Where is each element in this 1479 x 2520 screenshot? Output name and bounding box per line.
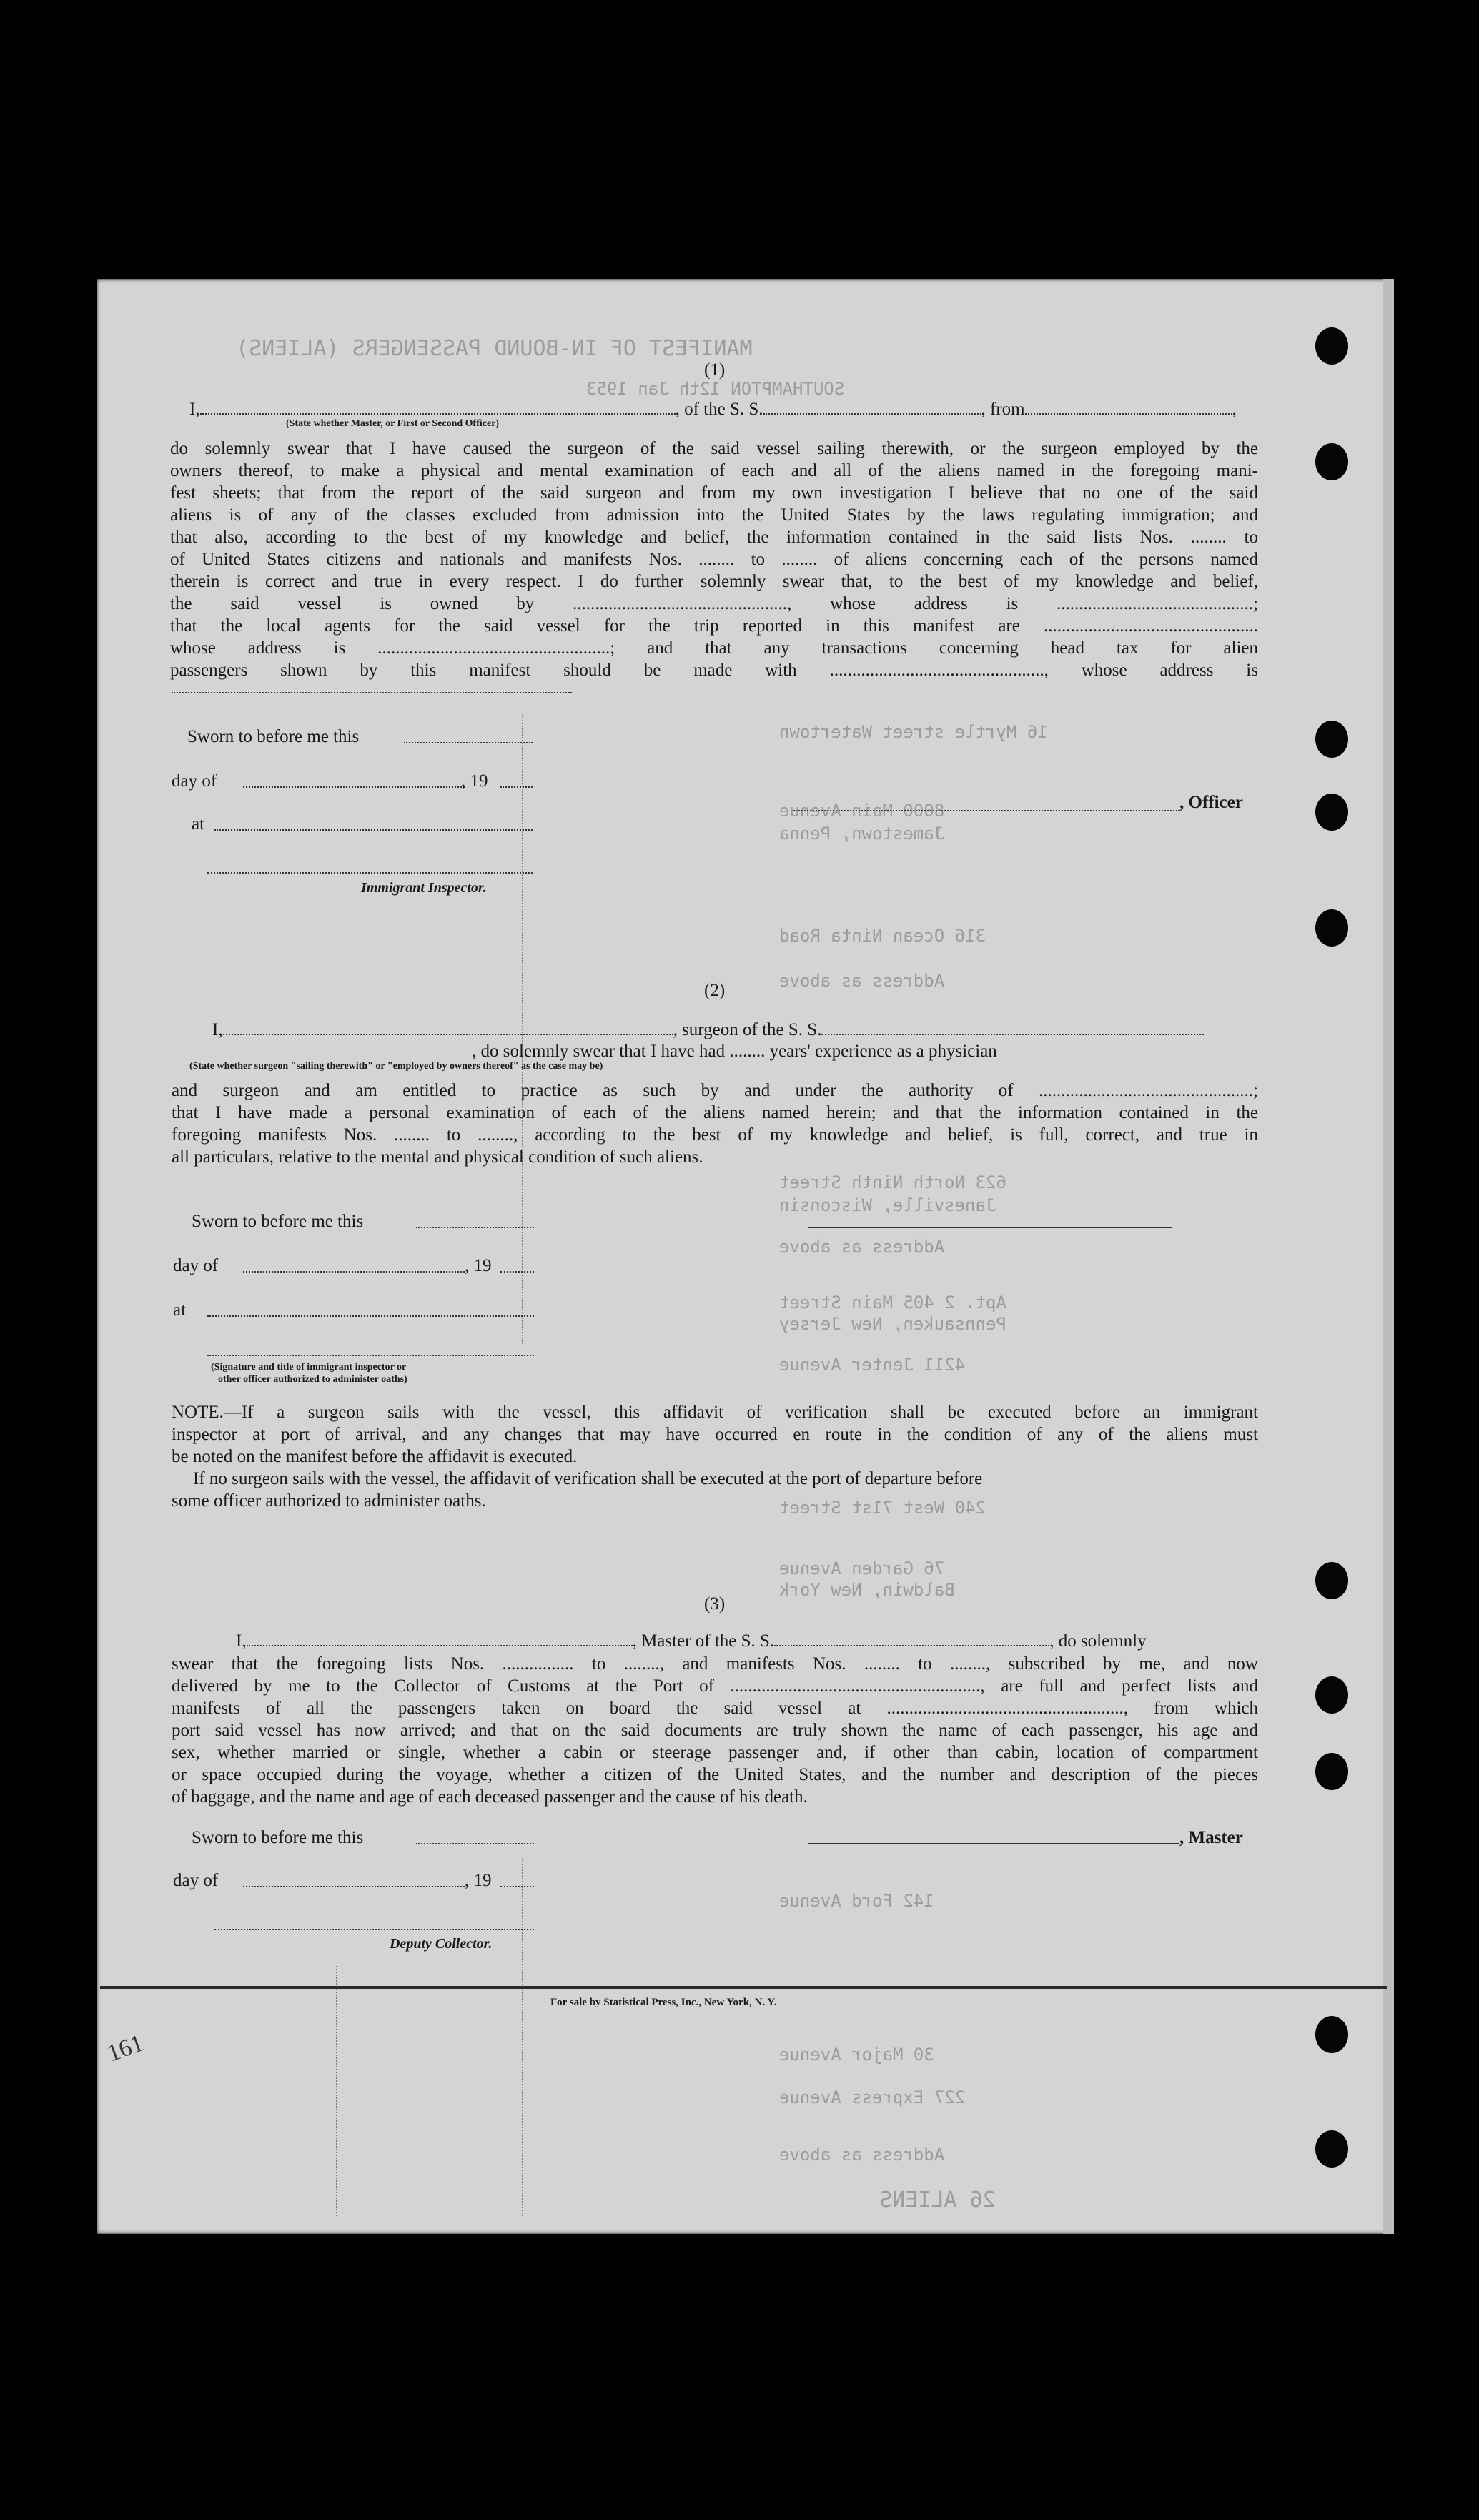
sworn-label: Sworn to before me this [187, 727, 360, 746]
section-number: (1) [704, 360, 726, 380]
margin-note: 161 [104, 2030, 147, 2067]
note-line: be noted on the manifest before the affidavit is executed. [172, 1447, 578, 1466]
bleed-through-text: Apt. 2 405 Main Street [779, 1293, 1006, 1313]
punch-hole [1315, 794, 1348, 831]
oath-line-master: I, , Master of the S. S. , do solemnly [236, 1631, 1147, 1651]
bleed-through-text: SOUTHAMPTON 12th Jan 1953 [586, 379, 845, 399]
oath-line-experience: , do solemnly swear that I have had ........ years' experience as a physician [472, 1042, 997, 1061]
oath-paragraph-2-end: all particulars, relative to the mental and physical condition of such aliens. [172, 1147, 703, 1167]
bleed-through-text: 76 Garden Avenue [779, 1558, 945, 1578]
at-label: at [192, 814, 205, 834]
oath-line-surgeon: I, , surgeon of the S. S. [212, 1019, 1204, 1042]
punch-hole [1315, 327, 1348, 365]
signature-note: other officer authorized to administer oaths) [218, 1374, 407, 1385]
bleed-through-text: 623 North Ninth Street [779, 1172, 1006, 1192]
bleed-through-text: Pennsauken, New Jersey [779, 1314, 1006, 1334]
punch-hole [1315, 1562, 1348, 1599]
bleed-through-text: Janesville, Wisconsin [779, 1195, 996, 1215]
fold-line [100, 1986, 1387, 1989]
master-signature-line [808, 1843, 1179, 1844]
bleed-through-text: 16 Myrtle street Watertown [779, 722, 1048, 742]
oath-paragraph-1: do solemnly swear that I have caused the surgeon of the said vessel sailing therewith, or the surgeon employed by the owners thereof, to make a physical and mental examination of each and all of the aliens named in the foregoing mani- fest sheets; that from the report of the said surgeon and from my own investigation I believe that no one of the said aliens is of any of the classes excluded from admission into the United States by the laws regulating immigration; and that also, according to the best of my knowledge and belief, the information contained in the said lists Nos. ........ to of United States citizens and nationals and manifests Nos. ........ to ........ of aliens concerning each of the persons named therein is correct and true in every respect. I do further solemnly swear that, to the best of my knowledge and belief, the said vessel is owned by ................................................, whose address is ............................................; that the local agents for the said vessel for the trip reported in this manifest are ................................................ whose address is ....................................................; and that any transactions concerning head tax for alien passengers shown by this manifest should be made with ................................................, whose address is [170, 439, 1258, 680]
address-line [172, 692, 572, 693]
bleed-through-text: 8000 Main Avenue [779, 801, 945, 821]
bleed-through-text: 4211 Jenter Avenue [779, 1355, 966, 1375]
bleed-through-text: Address as above [779, 2145, 945, 2165]
day-of-label: day of [173, 1256, 219, 1275]
day-of-label: day of [172, 771, 217, 791]
year-line [500, 786, 533, 788]
oath-line-officer: I, , of the S. S. , from , [189, 400, 1237, 419]
sworn-line [416, 1843, 534, 1844]
note-line: some officer authorized to administer oaths. [172, 1491, 486, 1511]
bleed-through-text: 316 Ocean Ninta Road [779, 926, 986, 946]
page-edge [1383, 279, 1394, 2234]
signature-line [207, 872, 533, 874]
surgeon-signature-line [808, 1227, 1172, 1228]
punch-hole [1315, 2130, 1348, 2168]
column-rule [522, 1859, 523, 2216]
sworn-label: Sworn to before me this [192, 1828, 364, 1847]
year-label: , 19 [465, 1871, 492, 1890]
bleed-through-text: 240 West 71st Street [779, 1498, 986, 1518]
year-line [500, 1271, 534, 1273]
column-rule [336, 1966, 337, 2216]
section-number: (3) [704, 1594, 726, 1614]
inspector-title: Immigrant Inspector. [361, 880, 487, 896]
punch-hole [1315, 721, 1348, 758]
sworn-label: Sworn to before me this [192, 1212, 364, 1231]
officer-note: (State whether Master, or First or Second Officer) [286, 418, 500, 429]
master-label: , Master [1179, 1828, 1243, 1847]
note-paragraph: NOTE.—If a surgeon sails with the vessel, this affidavit of verification shall be executed before an immigrant inspector at port of arrival, and any changes that may have occurred en route in the condition of any of the aliens must [172, 1403, 1258, 1444]
day-of-label: day of [173, 1871, 219, 1890]
officer-label: , Officer [1179, 793, 1243, 812]
oath-paragraph-3-end: of baggage, and the name and age of each deceased passenger and the cause of his death. [172, 1787, 808, 1807]
bleed-through-text: 142 Ford Avenue [779, 1891, 934, 1911]
note-line: If no surgeon sails with the vessel, the affidavit of verification shall be executed at the port of departure before [193, 1469, 983, 1488]
bleed-through-text: MANIFEST OF IN-BOUND PASSENGERS (ALIENS) [236, 336, 753, 361]
punch-hole [1315, 1753, 1348, 1790]
surgeon-note: (State whether surgeon "sailing therewith" or "employed by owners thereof" as the case may be) [189, 1061, 603, 1072]
printer-imprint: For sale by Statistical Press, Inc., New York, N. Y. [550, 1997, 777, 2008]
bleed-through-text: 227 Express Avenue [779, 2087, 966, 2108]
bleed-through-text: Baldwin, New York [779, 1580, 955, 1600]
day-line [243, 1886, 465, 1887]
bleed-through-text: Jamestown, Penna [779, 824, 945, 844]
bleed-through-text: Address as above [779, 971, 945, 991]
year-label: , 19 [461, 771, 488, 791]
punch-hole [1315, 443, 1348, 480]
year-line [500, 1886, 534, 1887]
at-label: at [173, 1300, 187, 1320]
officer-signature-line [793, 810, 1179, 811]
day-line [243, 786, 465, 788]
punch-hole [1315, 1676, 1348, 1714]
bleed-through-text: 26 ALIENS [879, 2188, 996, 2213]
sworn-line [404, 742, 533, 743]
bleed-through-text: Address as above [779, 1237, 945, 1257]
signature-line [207, 1355, 534, 1356]
year-label: , 19 [465, 1256, 492, 1275]
oath-paragraph-3: swear that the foregoing lists Nos. ................ to ........, and manifests Nos. ........ to ........, subscribed by me, and now delivered by me to the Collector of Customs at the Port of ........................................................, are full and perfect lists and manifests of all the passengers taken on board the said vessel at ....................................................., from which port said vessel has now arrived; and that on the said documents are truly shown the name of each passenger, his age and sex, whether married or single, whether a cabin or steerage passenger and, if other than cabin, location of compartment or space occupied during the voyage, whether a citizen of the United States, and the number and description of the pieces [172, 1654, 1258, 1784]
at-line [207, 1315, 534, 1317]
signature-note: (Signature and title of immigrant inspector or [211, 1362, 407, 1373]
sworn-line [416, 1227, 534, 1228]
section-number: (2) [704, 981, 726, 1000]
day-line [243, 1271, 465, 1273]
punch-hole [1315, 2016, 1348, 2053]
bleed-through-text: 30 Major Avenue [779, 2045, 934, 2065]
at-line [214, 829, 533, 831]
deputy-title: Deputy Collector. [390, 1936, 493, 1952]
signature-line [214, 1929, 534, 1930]
punch-hole [1315, 909, 1348, 947]
oath-paragraph-2: and surgeon and am entitled to practice as such by and under the authority of ................................................; that I have made a personal examination of each of the aliens named herein; and that the information contained in the foregoing manifests Nos. ........ to ........, according to the best of my knowledge and belief, is full, correct, and true in [172, 1081, 1258, 1145]
